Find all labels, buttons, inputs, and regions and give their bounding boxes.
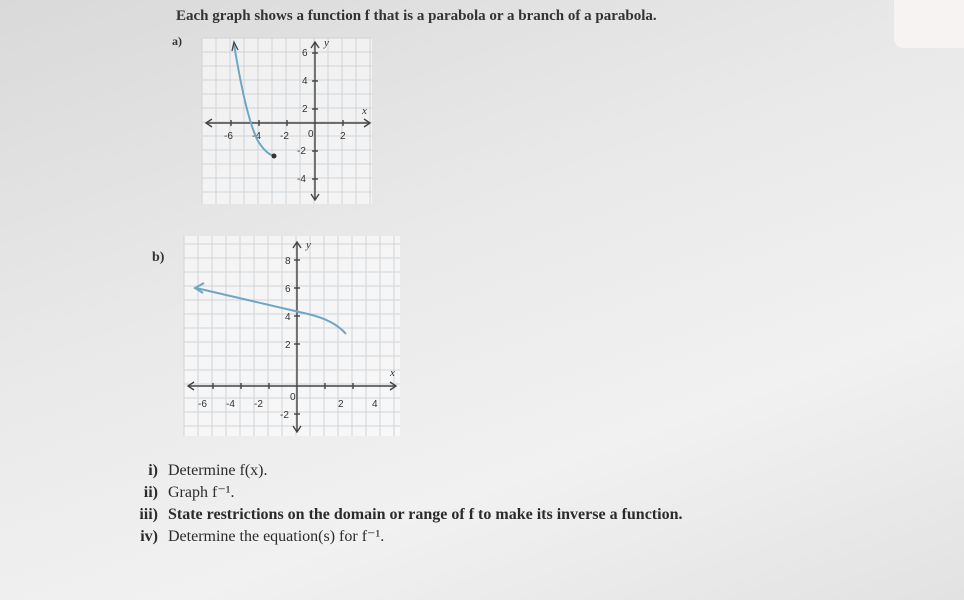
problem-heading: Each graph shows a function f that is a parabola or a branch of a parabola. bbox=[176, 8, 657, 24]
graph-a-ytick-6: 6 bbox=[302, 48, 308, 59]
graph-b-xtick-4: 4 bbox=[372, 399, 378, 410]
part-a-label: a) bbox=[172, 34, 182, 48]
graph-a-ytick-2: 2 bbox=[302, 104, 308, 115]
graph-a-xtick-neg6: -6 bbox=[224, 131, 233, 142]
graph-a-ytick-neg2: -2 bbox=[297, 146, 306, 157]
graph-b-y-axis-name: y bbox=[306, 239, 311, 251]
graph-b-xtick-neg2: -2 bbox=[254, 399, 263, 410]
question-i-text: Determine f(x). bbox=[168, 462, 268, 479]
graph-a bbox=[202, 38, 372, 204]
question-iv bbox=[130, 526, 682, 548]
graph-b-ytick-4: 4 bbox=[285, 312, 291, 323]
graph-b-xtick-neg6: -6 bbox=[198, 399, 207, 410]
question-iii bbox=[130, 504, 682, 526]
graph-b-ytick-2: 2 bbox=[285, 340, 291, 351]
question-i bbox=[130, 460, 682, 482]
question-ii-text: Graph f⁻¹. bbox=[168, 484, 235, 501]
graph-b-origin-label: 0 bbox=[290, 392, 296, 403]
graph-b-x-axis-name: x bbox=[390, 367, 395, 379]
graph-b-xtick-2: 2 bbox=[338, 399, 344, 410]
question-list bbox=[130, 460, 682, 548]
question-i-number: i) bbox=[148, 462, 158, 479]
graph-a-y-axis-name: y bbox=[324, 37, 329, 49]
graph-a-ytick-4: 4 bbox=[302, 76, 308, 87]
graph-a-xtick-2: 2 bbox=[340, 131, 346, 142]
graph-b-ytick-neg2: -2 bbox=[280, 410, 289, 421]
graph-b-ytick-6: 6 bbox=[285, 284, 291, 295]
page-corner bbox=[894, 0, 964, 48]
graph-a-xtick-neg2: -2 bbox=[280, 131, 289, 142]
graph-a-curve-endpoint bbox=[272, 154, 277, 159]
graph-b-background bbox=[184, 236, 400, 436]
question-ii bbox=[130, 482, 682, 504]
graph-b bbox=[184, 236, 400, 436]
question-iv-text: Determine the equation(s) for f⁻¹. bbox=[168, 528, 385, 545]
graph-a-ytick-neg4: -4 bbox=[297, 174, 306, 185]
question-iii-text: State restrictions on the domain or range of f to make its inverse a function. bbox=[168, 506, 683, 523]
question-ii-number: ii) bbox=[143, 484, 158, 501]
graph-a-origin-label: 0 bbox=[308, 129, 314, 140]
graph-b-xtick-neg4: -4 bbox=[226, 399, 235, 410]
graph-a-x-axis-name: x bbox=[362, 105, 367, 117]
graph-a-xtick-neg4: -4 bbox=[252, 131, 261, 142]
graph-b-ytick-8: 8 bbox=[285, 256, 291, 267]
question-iii-number: iii) bbox=[139, 506, 158, 523]
question-iv-number: iv) bbox=[140, 528, 158, 545]
part-b-label: b) bbox=[152, 250, 165, 265]
